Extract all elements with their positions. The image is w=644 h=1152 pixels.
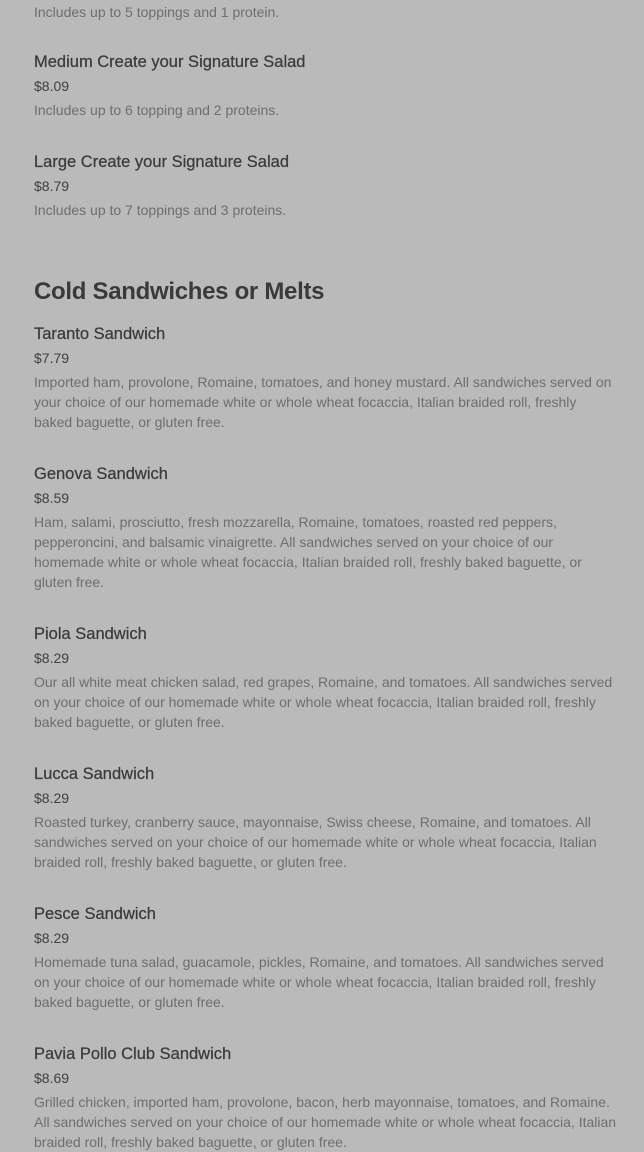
- item-name: Lucca Sandwich: [34, 765, 155, 783]
- item-name: Medium Create your Signature Salad: [34, 53, 306, 71]
- menu-item-taranto-sandwich[interactable]: [34, 323, 618, 432]
- item-description: Our all white meat chicken salad, red grapes, Romaine, and tomatoes. All sandwiches served on your choice of our homemade white or whole wheat focaccia, Italian braided roll, freshly baked baguette, or gluten free.: [34, 674, 613, 730]
- section-title: Cold Sandwiches or Melts: [34, 278, 325, 305]
- item-name: Piola Sandwich: [34, 625, 147, 643]
- item-price: $8.29: [34, 790, 70, 806]
- item-price: $8.79: [34, 178, 70, 194]
- item-description: Includes up to 6 topping and 2 proteins.: [34, 102, 280, 118]
- item-description: Imported ham, provolone, Romaine, tomatoes, and honey mustard. All sandwiches served on your choice of our homemade white or whole wheat focaccia, Italian braided roll, freshly baked baguette, or gluten free.: [34, 374, 612, 430]
- previous-item-description: Includes up to 5 toppings and 1 protein.: [34, 4, 280, 20]
- item-name: Taranto Sandwich: [34, 325, 166, 343]
- item-description: Includes up to 7 toppings and 3 proteins.: [34, 202, 287, 218]
- item-name: Genova Sandwich: [34, 465, 168, 483]
- item-description: Ham, salami, prosciutto, fresh mozzarella, Romaine, tomatoes, roasted red peppers, pepperoncini, and balsamic vinaigrette. All sandwiches served on your choice of our homemade white or whole wheat focaccia, Italian braided roll, freshly baked baguette, or gluten free.: [34, 514, 582, 590]
- item-price: $8.59: [34, 490, 70, 506]
- item-price: $8.69: [34, 1070, 70, 1086]
- item-price: $8.09: [34, 78, 70, 94]
- menu-item-lucca-sandwich[interactable]: [34, 763, 618, 872]
- menu-item-pavia-pollo-club-sandwich[interactable]: [34, 1043, 618, 1152]
- menu-item-genova-sandwich[interactable]: [34, 463, 618, 592]
- item-price: $7.79: [34, 350, 70, 366]
- menu-item-large-salad[interactable]: [34, 151, 618, 220]
- item-description: Homemade tuna salad, guacamole, pickles, Romaine, and tomatoes. All sandwiches served on your choice of our homemade white or whole wheat focaccia, Italian braided roll, freshly baked baguette, or gluten free.: [34, 954, 604, 1010]
- menu-item-piola-sandwich[interactable]: [34, 623, 618, 732]
- menu-item-medium-salad[interactable]: [34, 51, 618, 120]
- item-price: $8.29: [34, 650, 70, 666]
- menu-item-pesce-sandwich[interactable]: [34, 903, 618, 1012]
- item-description: Roasted turkey, cranberry sauce, mayonnaise, Swiss cheese, Romaine, and tomatoes. All sandwiches served on your choice of our homemade white or whole wheat focaccia, Italian braided roll, freshly baked baguette, or gluten free.: [34, 814, 597, 870]
- item-name: Large Create your Signature Salad: [34, 153, 289, 171]
- item-name: Pavia Pollo Club Sandwich: [34, 1045, 232, 1063]
- item-description: Grilled chicken, imported ham, provolone, bacon, herb mayonnaise, tomatoes, and Romaine. All sandwiches served on your choice of our homemade white or whole wheat focaccia, Italian braided roll, freshly baked baguette, or gluten free.: [34, 1094, 617, 1150]
- item-name: Pesce Sandwich: [34, 905, 156, 923]
- item-price: $8.29: [34, 930, 70, 946]
